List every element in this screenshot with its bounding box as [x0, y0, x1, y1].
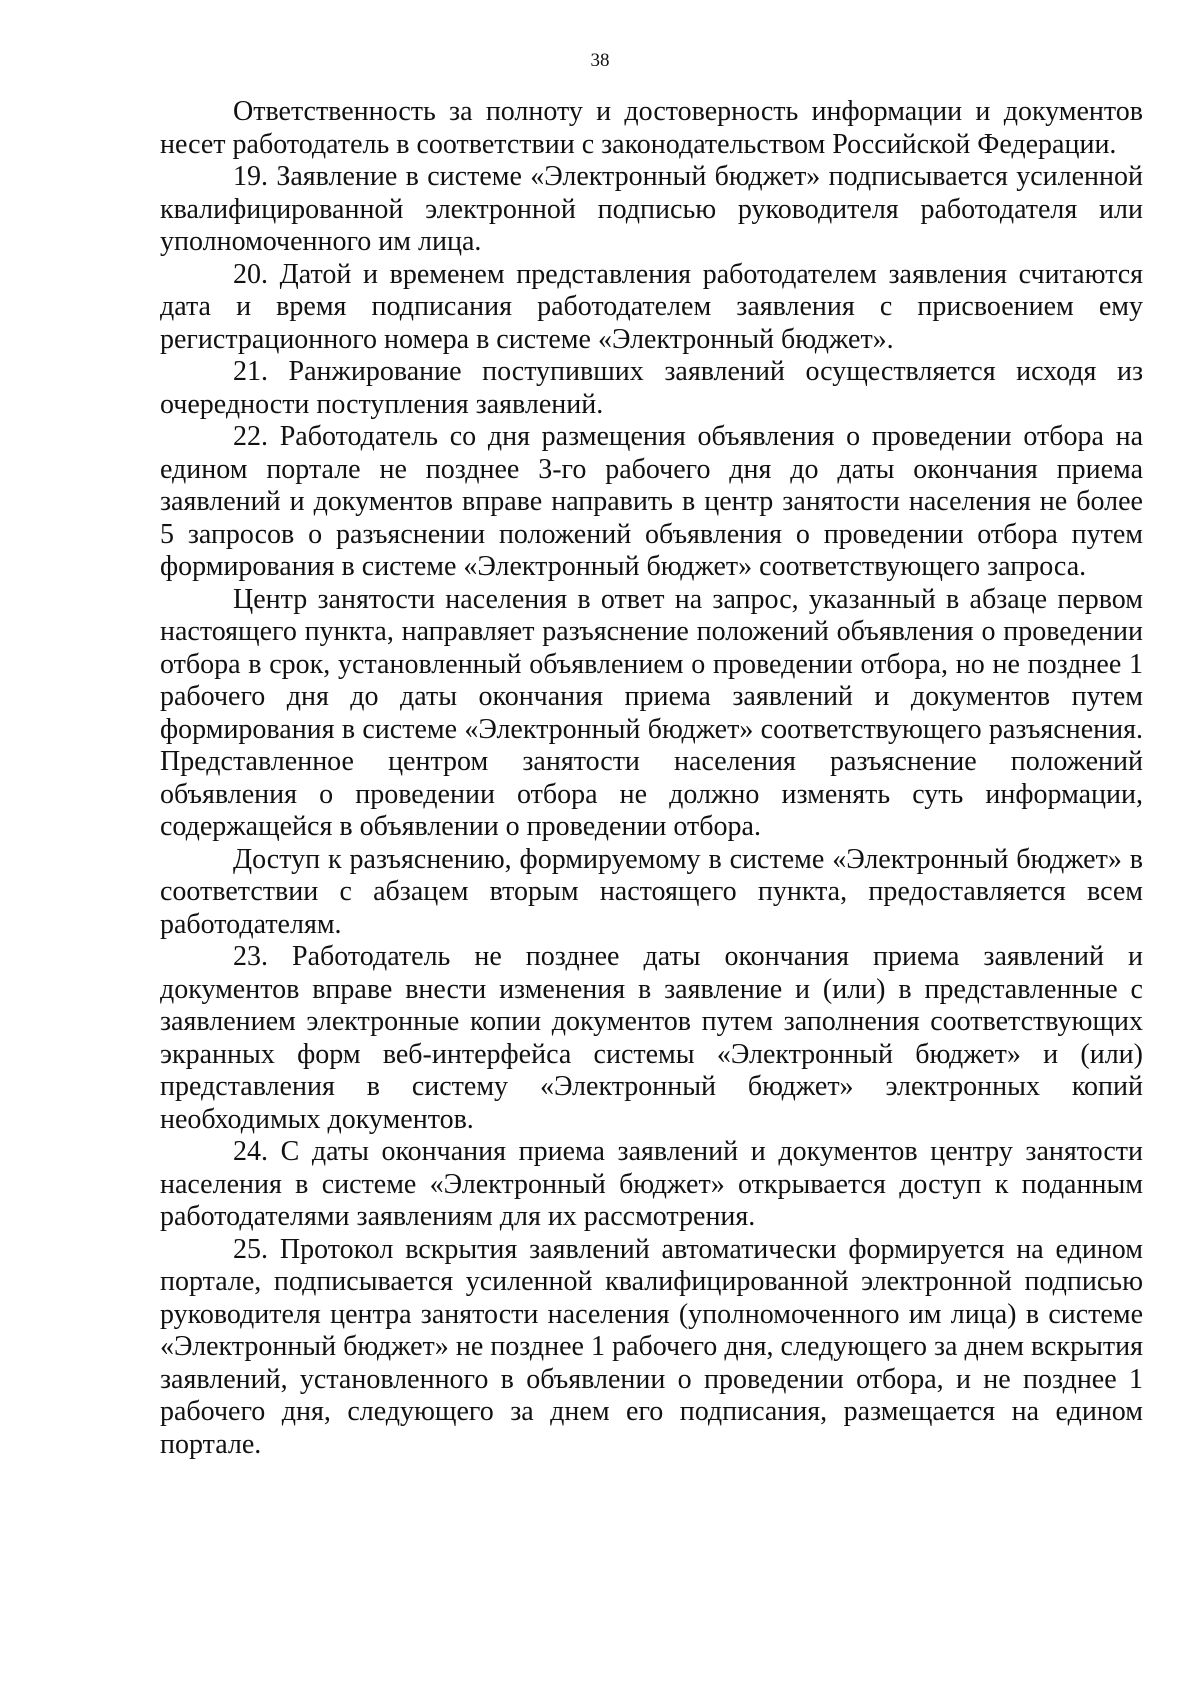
paragraph-22-part-2: Центр занятости населения в ответ на запрос, указанный в абзаце первом настоящего пункта, направляет разъяснение положений объявления о проведении отбора в срок, установленный объявлением о проведении отбора, но не позднее 1 рабочего дня до даты окончания приема заявлений и документов путем формирования в системе «Электронный бюджет» соответствующего разъяснения. Представленное центром занятости населения разъяснение положений объявления о проведении отбора не должно изменять суть информации, содержащейся в объявлении о проведении отбора. — [160, 583, 1143, 842]
paragraph-21: 21. Ранжирование поступивших заявлений осуществляется исходя из очередности поступления заявлений. — [160, 356, 1143, 420]
page-number: 38 — [590, 50, 610, 71]
paragraph-responsibility: Ответственность за полноту и достоверность информации и документов несет работодатель в соответствии с законодательством Российской Федерации. — [160, 96, 1143, 160]
paragraph-25: 25. Протокол вскрытия заявлений автоматически формируется на едином портале, подписывается усиленной квалифицированной электронной подписью руководителя центра занятости населения (уполномоченного им лица) в системе «Электронный бюджет» не позднее 1 рабочего дня, следующего за днем вскрытия заявлений, установленного в объявлении о проведении отбора, и не позднее 1 рабочего дня, следующего за днем его подписания, размещается на едином портале. — [160, 1233, 1143, 1460]
paragraph-20: 20. Датой и временем представления работодателем заявления считаются дата и время подписания работодателем заявления с присвоением ему регистрационного номера в системе «Электронный бюджет». — [160, 258, 1143, 355]
paragraph-23: 23. Работодатель не позднее даты окончания приема заявлений и документов вправе внести изменения в заявление и (или) в представленные с заявлением электронные копии документов путем заполнения соответствующих экранных форм веб-интерфейса системы «Электронный бюджет» и (или) представления в систему «Электронный бюджет» электронных копий необходимых документов. — [160, 941, 1143, 1135]
paragraph-19: 19. Заявление в системе «Электронный бюджет» подписывается усиленной квалифицированной электронной подписью руководителя работодателя или уполномоченного им лица. — [160, 161, 1143, 257]
paragraph-24: 24. С даты окончания приема заявлений и документов центру занятости населения в системе «Электронный бюджет» открывается доступ к поданным работодателями заявлениям для их рассмотрения. — [160, 1136, 1143, 1232]
document-body — [160, 96, 1143, 1461]
paragraph-22: 22. Работодатель со дня размещения объявления о проведении отбора на едином портале не позднее 3-го рабочего дня до даты окончания приема заявлений и документов вправе направить в центр занятости населения не более 5 запросов о разъяснении положений объявления о проведении отбора путем формирования в системе «Электронный бюджет» соответствующего запроса. — [160, 421, 1143, 582]
paragraph-22-part-3: Доступ к разъяснению, формируемому в системе «Электронный бюджет» в соответствии с абзацем вторым настоящего пункта, предоставляется всем работодателям. — [160, 843, 1143, 940]
